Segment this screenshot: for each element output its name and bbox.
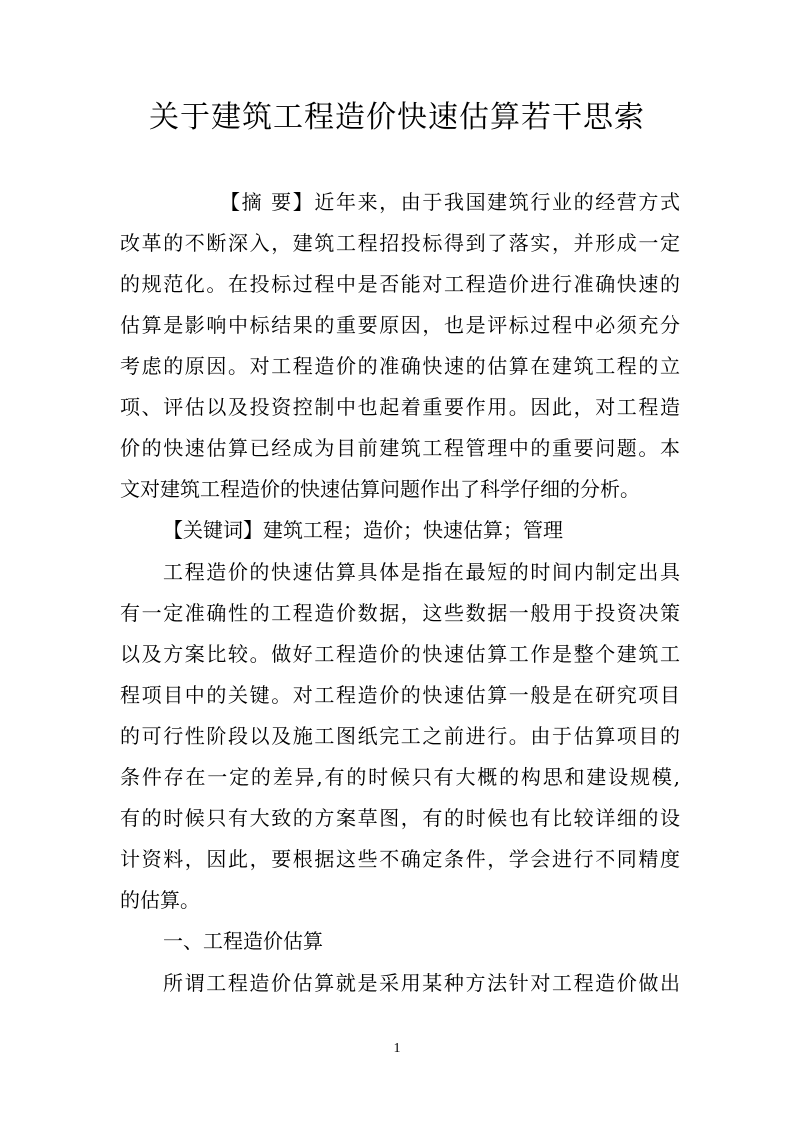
paragraph-1-line-8: 计资料，因此，要根据这些不确定条件，学会进行不同精度 (120, 847, 680, 871)
abstract-line-8: 文对建筑工程造价的快速估算问题作出了科学仔细的分析。 (120, 477, 640, 501)
document-title: 关于建筑工程造价快速估算若干思索 (149, 100, 645, 135)
paragraph-1-line-2: 有一定准确性的工程造价数据，这些数据一般用于投资决策 (120, 601, 680, 625)
abstract-line-6: 项、评估以及投资控制中也起着重要作用。因此，对工程造 (120, 395, 680, 419)
abstract-line-4: 估算是影响中标结果的重要原因，也是评标过程中必须充分 (120, 313, 680, 337)
paragraph-1-line-1: 工程造价的快速估算具体是指在最短的时间内制定出具 (163, 560, 680, 584)
paragraph-1-line-6: 条件存在一定的差异,有的时候只有大概的构思和建设规模, (120, 765, 680, 789)
abstract-line-7: 价的快速估算已经成为目前建筑工程管理中的重要问题。本 (120, 436, 680, 460)
page-number: 1 (393, 1041, 401, 1056)
abstract-line-3: 的规范化。在投标过程中是否能对工程造价进行准确快速的 (120, 272, 680, 296)
abstract-line-2: 改革的不断深入，建筑工程招投标得到了落实，并形成一定 (120, 231, 680, 255)
paragraph-1-line-3: 以及方案比较。做好工程造价的快速估算工作是整个建筑工 (120, 642, 680, 666)
abstract-line-1: 【摘 要】近年来，由于我国建筑行业的经营方式 (220, 190, 680, 214)
section-heading: 一、工程造价估算 (163, 929, 323, 953)
keywords-line: 【关键词】建筑工程；造价；快速估算；管理 (163, 518, 563, 542)
paragraph-1-line-7: 有的时候只有大致的方案草图，有的时候也有比较详细的设 (120, 806, 680, 830)
paragraph-2-line-1: 所谓工程造价估算就是采用某种方法针对工程造价做出 (163, 971, 680, 995)
paragraph-1-line-5: 的可行性阶段以及施工图纸完工之前进行。由于估算项目的 (120, 724, 680, 748)
paragraph-1-line-9: 的估算。 (120, 888, 200, 912)
abstract-line-5: 考虑的原因。对工程造价的准确快速的估算在建筑工程的立 (120, 354, 680, 378)
paragraph-1-line-4: 程项目中的关键。对工程造价的快速估算一般是在研究项目 (120, 683, 680, 707)
